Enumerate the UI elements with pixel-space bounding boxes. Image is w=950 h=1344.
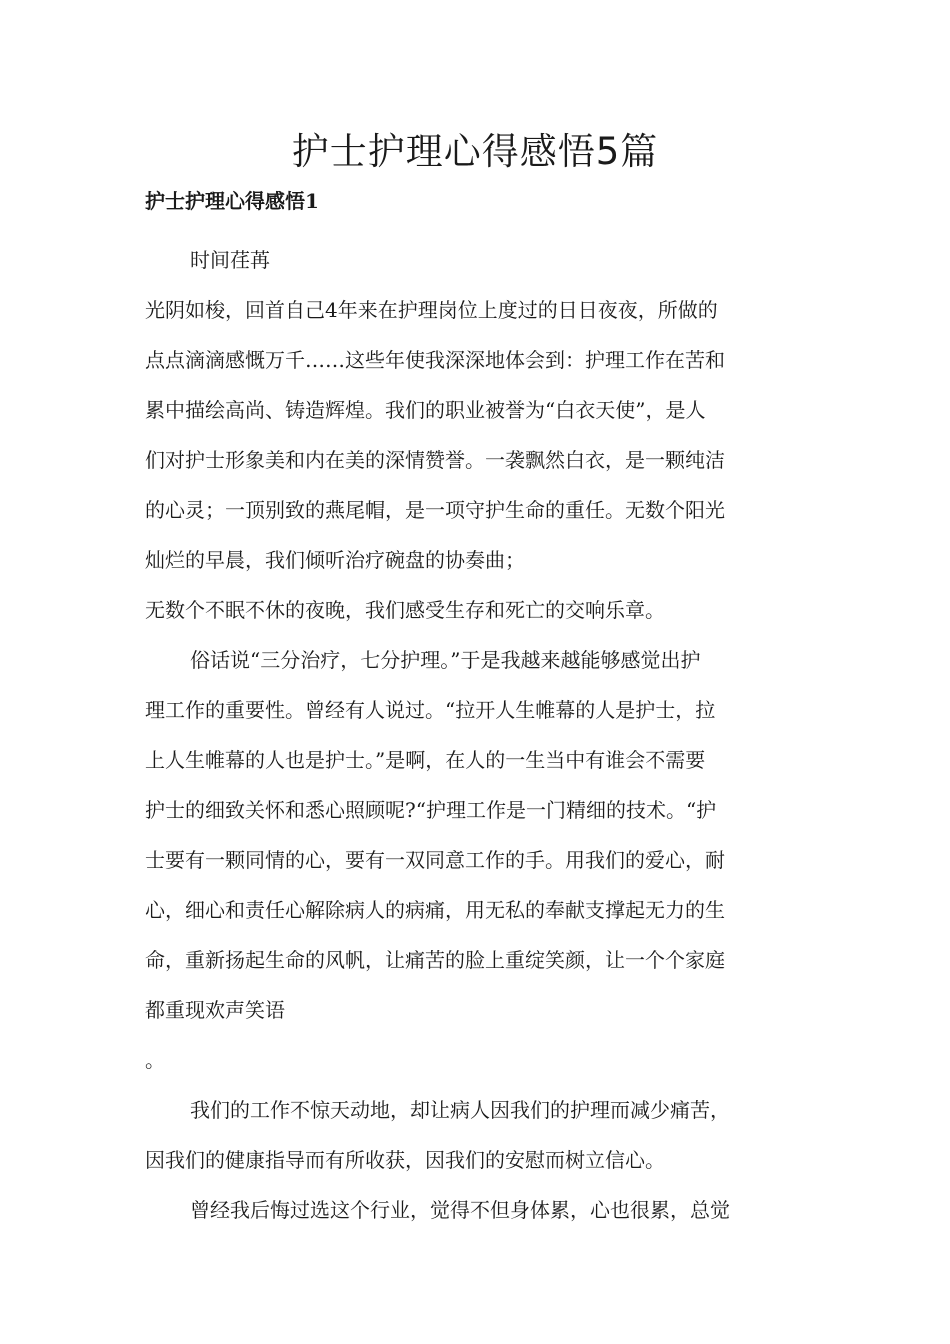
text-line: 士要有一颗同情的心，要有一双同意工作的手。用我们的爱心，耐 [145, 848, 725, 872]
text-line: 心，细心和责任心解除病人的病痛，用无私的奉献支撑起无力的生 [145, 898, 725, 922]
section-heading: 护士护理心得感悟1 [145, 189, 319, 213]
text-line: 。 [145, 1048, 165, 1072]
text-line: 护士的细致关怀和悉心照顾呢?“护理工作是一门精细的技术。“护 [145, 798, 717, 822]
text-line: 因我们的健康指导而有所收获，因我们的安慰而树立信心。 [145, 1148, 665, 1172]
text-line: 的心灵；一顶别致的燕尾帽，是一项守护生命的重任。无数个阳光 [145, 498, 725, 522]
text-line: 理工作的重要性。曾经有人说过。“拉开人生帷幕的人是护士，拉 [145, 698, 716, 722]
text-line: 命，重新扬起生命的风帆，让痛苦的脸上重绽笑颜，让一个个家庭 [145, 948, 725, 972]
text-line: 上人生帷幕的人也是护士。”是啊，在人的一生当中有谁会不需要 [145, 748, 706, 772]
text-line: 光阴如梭，回首自己4年来在护理岗位上度过的日日夜夜，所做的 [145, 298, 718, 322]
text-line: 累中描绘高尚、铸造辉煌。我们的职业被誉为“白衣天使”，是人 [145, 398, 706, 422]
text-line: 无数个不眠不休的夜晚，我们感受生存和死亡的交响乐章。 [145, 598, 665, 622]
text-line: 我们的工作不惊天动地，却让病人因我们的护理而减少痛苦， [190, 1098, 730, 1122]
text-line: 们对护士形象美和内在美的深情赞誉。一袭飘然白衣，是一颗纯洁 [145, 448, 725, 472]
text-line: 都重现欢声笑语 [145, 998, 285, 1022]
document-body [145, 235, 807, 1235]
text-line: 点点滴滴感慨万千……这些年使我深深地体会到：护理工作在苦和 [145, 348, 725, 372]
document-title: 护士护理心得感悟5篇 [291, 130, 659, 173]
text-line: 时间荏苒 [190, 248, 270, 272]
text-line: 灿烂的早晨，我们倾听治疗碗盘的协奏曲； [145, 548, 525, 572]
text-line: 俗话说“三分治疗，七分护理。”于是我越来越能够感觉出护 [190, 648, 701, 672]
text-line: 曾经我后悔过选这个行业，觉得不但身体累，心也很累，总觉 [190, 1198, 730, 1222]
